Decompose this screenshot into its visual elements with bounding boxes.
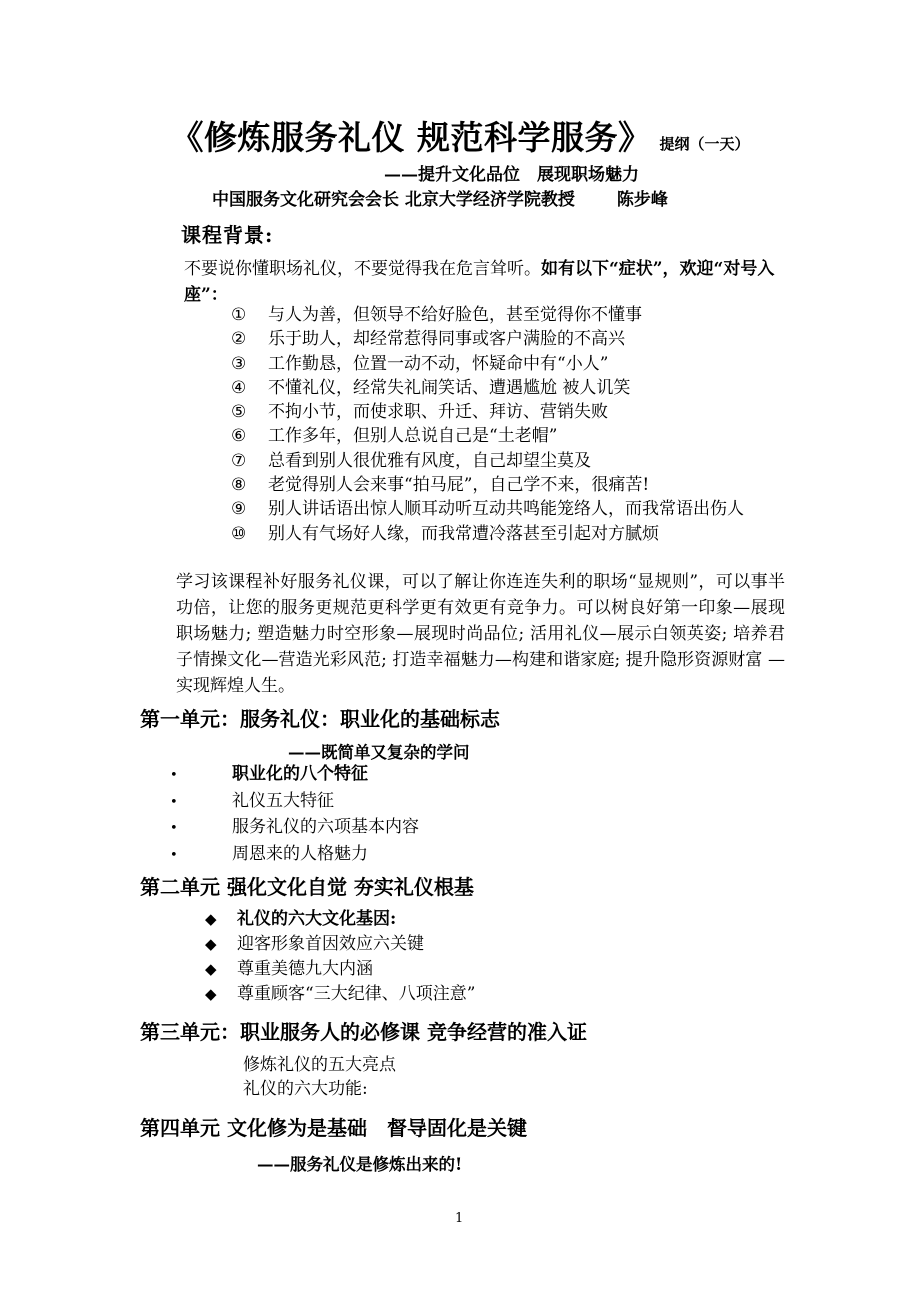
- unit-3-heading: 第三单元：职业服务人的必修课 竞争经营的准入证: [140, 1020, 587, 1044]
- list-text: 工作多年，但别人总说自己是“土老帽”: [268, 426, 558, 447]
- page-number: 1: [455, 1211, 464, 1226]
- diamond-icon: ◆: [205, 935, 217, 953]
- list-item: [170, 789, 419, 816]
- list-item: [231, 327, 791, 351]
- list-item: [170, 762, 419, 789]
- unit-2-list: [205, 907, 475, 1007]
- list-number: ③: [231, 353, 247, 374]
- list-number: ①: [231, 305, 247, 325]
- list-item: 礼仪的六大功能:: [243, 1079, 368, 1099]
- list-item: [231, 352, 791, 376]
- bullet-icon: •: [170, 847, 178, 863]
- list-item: [170, 815, 419, 842]
- list-number: ④: [231, 377, 247, 398]
- list-text: 不懂礼仪，经常失礼闹笑话、遭遇尴尬 被人讥笑: [268, 377, 631, 398]
- list-item: [231, 497, 791, 521]
- list-number: ⑥: [231, 426, 247, 447]
- list-item: [170, 842, 419, 869]
- title-note: 提纲（一天）: [659, 135, 750, 153]
- list-number: ⑨: [231, 499, 247, 520]
- diamond-icon: ◆: [205, 960, 217, 978]
- bullet-icon: •: [170, 768, 178, 783]
- list-item: [231, 376, 791, 400]
- author-name: 陈步峰: [616, 190, 668, 210]
- author-line: [212, 185, 668, 210]
- list-text: 尊重美德九大内涵: [237, 959, 373, 979]
- list-item: [231, 473, 791, 497]
- list-item: [231, 400, 791, 424]
- bullet-icon: •: [170, 821, 178, 836]
- unit-1-subtitle: ——既简单又复杂的学问: [288, 743, 470, 762]
- diamond-icon: ◆: [205, 910, 217, 928]
- bullet-icon: •: [170, 794, 178, 810]
- list-item: [205, 957, 475, 982]
- unit-4-subtitle: ——服务礼仪是修炼出来的!: [257, 1155, 463, 1174]
- list-number: ②: [231, 329, 247, 350]
- list-text: 尊重顾客“三大纪律、八项注意”: [237, 984, 476, 1004]
- list-item: [231, 522, 791, 546]
- author-affiliation: 中国服务文化研究会会长 北京大学经济学院教授: [212, 190, 575, 210]
- intro-plain-text: 不要说你懂职场礼仪，不要觉得我在危言耸听。: [184, 259, 541, 279]
- list-text: 与人为善，但领导不给好脸色，甚至觉得你不懂事: [268, 305, 642, 325]
- background-intro: [140, 256, 785, 308]
- list-item: [205, 932, 475, 957]
- paragraph-text: 学习该课程补好服务礼仪课，可以了解让你连连失利的职场“显规则”，可以事半功倍，让您的服务更规范更科学更有效更有竞争力。可以树良好第一印象—展现职场魅力; 塑造魅力时空形象—展现时尚品位; 活用礼仪—展示白领英姿; 培养君子情操文化—营造光彩风范; 打造幸福魅力—构建和谐家庭; 提升隐形资源财富 —实现辉煌人生。: [176, 572, 785, 696]
- list-text: 工作勤恳，位置一动不动，怀疑命中有“小人”: [268, 353, 609, 374]
- list-text: 总看到别人很优雅有风度，自己却望尘莫及: [268, 450, 591, 471]
- document-subtitle: ——提升文化品位 展现职场魅力: [384, 165, 639, 185]
- document-title: 《修炼服务礼仪 规范科学服务》: [170, 118, 652, 157]
- list-item: [231, 424, 791, 448]
- background-paragraph: [140, 569, 785, 699]
- unit-4-heading: 第四单元 文化修为是基础 督导固化是关键: [140, 1116, 527, 1140]
- unit-1-list: [170, 762, 419, 868]
- list-number: ⑩: [231, 523, 247, 544]
- list-item: [231, 303, 791, 327]
- list-text: 礼仪的六大文化基因:: [237, 909, 397, 929]
- diamond-icon: ◆: [205, 985, 217, 1003]
- list-item: [205, 907, 475, 932]
- title-row: [0, 112, 920, 159]
- list-item: 修炼礼仪的五大亮点: [243, 1055, 396, 1075]
- list-text: 乐于助人，却经常惹得同事或客户满脸的不高兴: [268, 329, 625, 350]
- list-text: 礼仪五大特征: [232, 790, 334, 811]
- list-number: ⑦: [231, 450, 247, 471]
- list-text: 不拘小节，而使求职、升迁、拜访、营销失败: [268, 402, 608, 423]
- background-heading: 课程背景:: [181, 223, 274, 247]
- list-text: 迎客形象首因效应六关键: [237, 934, 424, 954]
- list-text: 职业化的八个特征: [232, 764, 368, 784]
- list-number: ⑧: [231, 475, 247, 496]
- intro-bold-text: 如有以下“症状”，欢迎“对号入座”：: [184, 259, 775, 305]
- list-item: [205, 982, 475, 1007]
- list-text: 别人讲话语出惊人顺耳动听互动共鸣能笼络人，而我常语出伤人: [268, 499, 744, 520]
- unit-2-heading: 第二单元 强化文化自觉 夯实礼仪根基: [140, 875, 474, 899]
- list-text: 服务礼仪的六项基本内容: [232, 817, 419, 837]
- list-text: 别人有气场好人缘，而我常遭冷落甚至引起对方腻烦: [268, 523, 659, 544]
- symptom-list: [231, 303, 791, 546]
- unit-1-heading: 第一单元：服务礼仪：职业化的基础标志: [140, 707, 500, 731]
- list-number: ⑤: [231, 402, 247, 423]
- list-text: 周恩来的人格魅力: [232, 843, 368, 864]
- list-item: [231, 449, 791, 473]
- unit-3-list: [243, 1053, 396, 1101]
- list-text: 老觉得别人会来事“拍马屁”，自己学不来，很痛苦!: [268, 475, 650, 496]
